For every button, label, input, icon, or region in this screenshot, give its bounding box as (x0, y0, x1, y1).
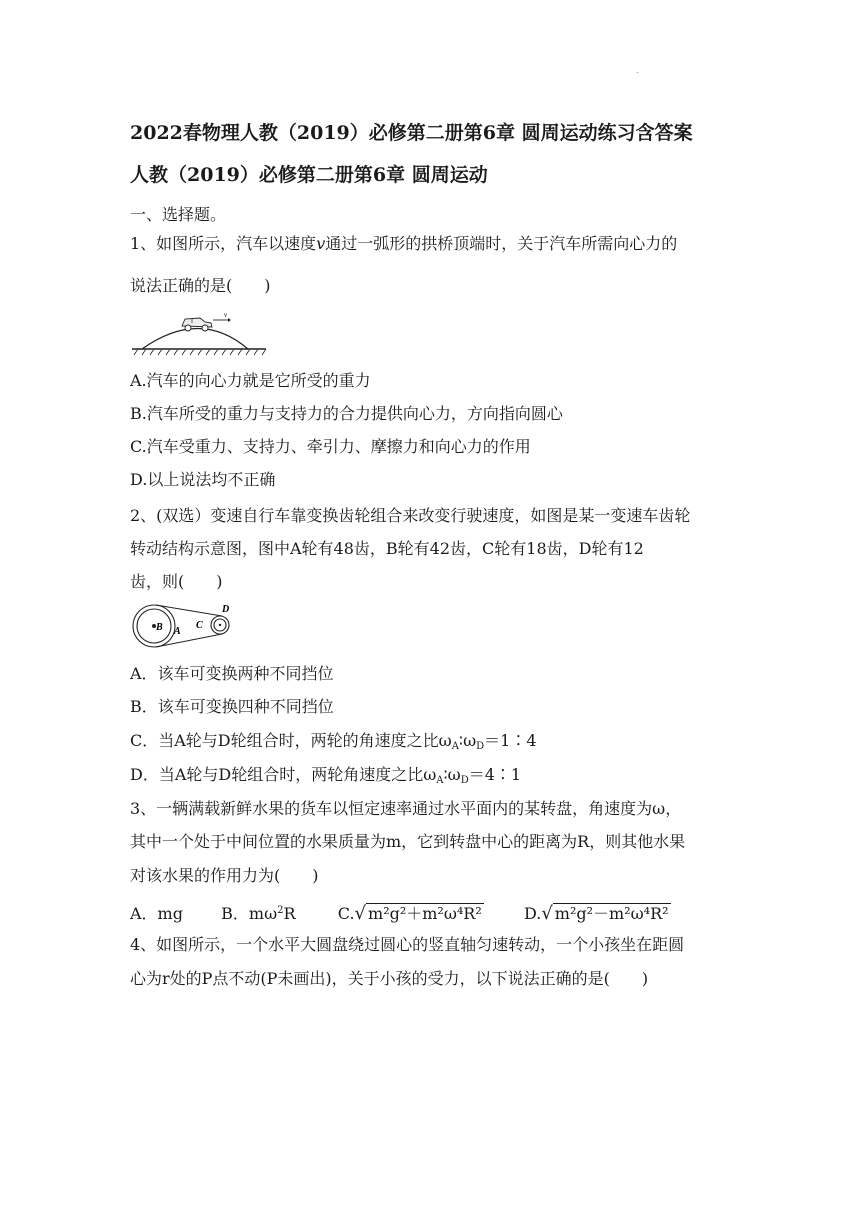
q2-line-1: 2、(双选）变速自行车靠变换齿轮组合来改变行驶速度，如图是某一变速车齿轮 (130, 506, 691, 525)
q2-option-a: A．该车可变换两种不同挡位 (130, 664, 334, 683)
q2-option-b: B．该车可变换四种不同挡位 (130, 697, 334, 716)
q1-velocity-symbol: v (316, 234, 326, 253)
q1-line-2: 说法正确的是( ) (130, 276, 271, 295)
q2-option-c: C．当A轮与D轮组合时，两轮的角速度之比$\omega_A∶\omega_D=1∶4$ (130, 731, 537, 752)
q4-line-2: 心为r处的P点不动(P未画出)，关于小孩的受力，以下说法正确的是( ) (130, 969, 649, 988)
header-dot: . (636, 66, 639, 75)
q3-option-c: C.√ m²g²＋m²ω⁴R² (337, 903, 482, 924)
figure-label-v: v (224, 311, 228, 319)
figure-label-a: A (174, 626, 181, 637)
q1-option-c: C.汽车受重力、支持力、牵引力、摩擦力和向心力的作用 (130, 437, 531, 456)
q3-option-a: A．mg (130, 904, 183, 923)
q1-option-b: B.汽车所受的重力与支持力的合力提供向心力，方向指向圆心 (130, 404, 563, 423)
q1-line-1: 1、如图所示，汽车以速度v通过一弧形的拱桥顶端时，关于汽车所需向心力的 (130, 234, 678, 253)
q3-line-3: 对该水果的作用力为( ) (130, 866, 319, 885)
section-heading: 一、选择题。 (130, 205, 227, 224)
q3-line-2: 其中一个处于中间位置的水果质量为m，它到转盘中心的距离为R，则其他水果 (130, 832, 686, 851)
figure-label-d: D (222, 604, 230, 615)
arch-bridge-car-figure (130, 308, 270, 356)
q4-line-1: 4、如图所示，一个水平大圆盘绕过圆心的竖直轴匀速转动，一个小孩坐在距圆 (130, 935, 685, 954)
figure-label-b: B (156, 622, 163, 633)
q2-option-d: D．当A轮与D轮组合时，两轮角速度之比$\omega_A∶\omega_D=4∶1$ (130, 765, 522, 786)
q3-option-b: B．$m\omega^2R$ (221, 904, 296, 923)
q1-option-a: A.汽车的向心力就是它所受的重力 (130, 371, 371, 390)
document-title: 2022春物理人教（2019）必修第二册第6章 圆周运动练习含答案 (130, 122, 693, 144)
q2-line-2: 转动结构示意图，图中A轮有48齿，B轮有42齿，C轮有18齿，D轮有12 (130, 539, 644, 558)
figure-label-c: C (196, 620, 203, 631)
q3-option-d: D.√ m²g²－m²ω⁴R² (523, 903, 669, 924)
q1-option-d: D.以上说法均不正确 (130, 470, 276, 489)
q2-line-3: 齿，则( ) (130, 572, 223, 591)
document-subtitle: 人教（2019）必修第二册第6章 圆周运动 (130, 164, 488, 186)
q3-options (130, 901, 750, 924)
q3-line-1: 3、一辆满载新鲜水果的货车以恒定速率通过水平面内的某转盘，角速度为ω， (130, 799, 682, 818)
gear-diagram-figure (130, 600, 240, 650)
